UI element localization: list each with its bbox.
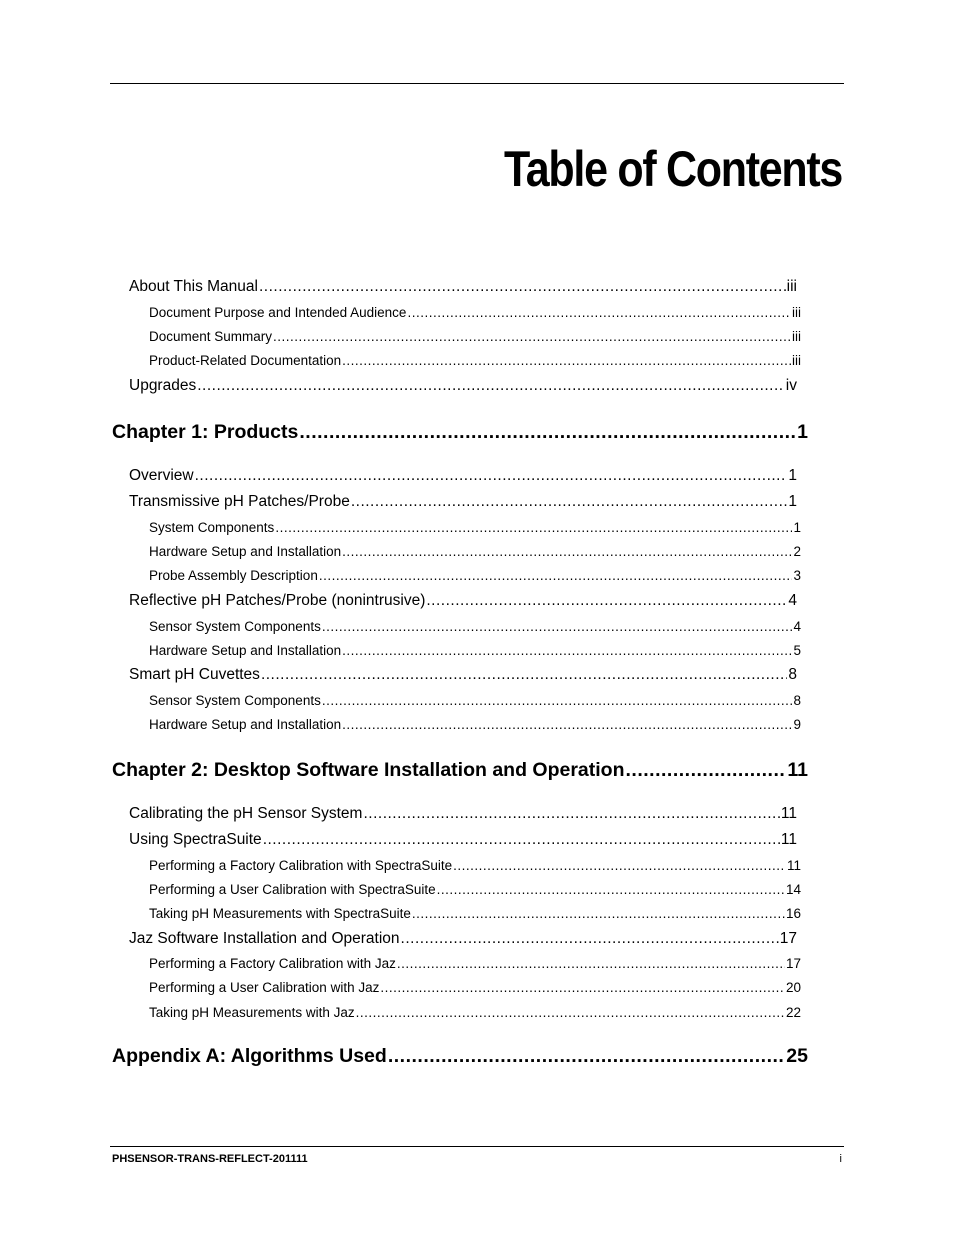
toc-entry-label: Chapter 1: Products: [112, 421, 299, 443]
toc-leader-dots: [197, 377, 785, 395]
toc-entry[interactable]: [129, 493, 797, 511]
toc-entry-label: Hardware Setup and Installation: [149, 717, 342, 732]
toc-entry-page: 17: [785, 956, 801, 971]
toc-leader-dots: [356, 1005, 785, 1020]
toc-leader-dots: [401, 930, 779, 948]
toc-entry-page: 17: [779, 930, 797, 947]
toc-leader-dots: [388, 1045, 785, 1068]
toc-entry-label: Performing a Factory Calibration with SpectraSuite: [149, 858, 453, 873]
footer-rule: [110, 1146, 844, 1147]
toc-entry-page: 11: [786, 858, 801, 873]
toc-leader-dots: [299, 421, 796, 444]
toc-entry-page: 11: [787, 759, 808, 781]
toc-chapter-entry[interactable]: [112, 421, 808, 444]
toc-entry-page: 3: [793, 568, 801, 583]
toc-entry-page: 4: [793, 619, 801, 634]
toc-entry[interactable]: [149, 353, 801, 368]
toc-entry[interactable]: [149, 882, 801, 897]
toc-entry[interactable]: [149, 717, 801, 732]
toc-entry-page: 14: [785, 882, 801, 897]
toc-entry[interactable]: [149, 329, 801, 344]
toc-entry[interactable]: [149, 643, 801, 658]
toc-entry[interactable]: [149, 305, 801, 320]
toc-chapter-entry[interactable]: [112, 759, 808, 782]
toc-entry-label: Hardware Setup and Installation: [149, 544, 342, 559]
toc-leader-dots: [322, 619, 793, 634]
toc-entry-label: Overview: [129, 467, 194, 484]
toc-entry-label: Probe Assembly Description: [149, 568, 318, 583]
toc-entry[interactable]: [149, 1005, 801, 1020]
toc-entry-label: Hardware Setup and Installation: [149, 643, 342, 658]
toc-entry-label: Sensor System Components: [149, 693, 321, 708]
toc-entry-page: iii: [792, 329, 801, 344]
toc-entry-page: 4: [788, 592, 797, 609]
toc-entry-page: 8: [793, 693, 801, 708]
toc-entry[interactable]: [149, 568, 801, 583]
toc-entry-page: 11: [780, 831, 797, 848]
toc-entry-label: Performing a User Calibration with SpectraSuite: [149, 882, 436, 897]
toc-entry[interactable]: [149, 693, 801, 708]
toc-entry-page: iii: [786, 278, 797, 295]
toc-leader-dots: [380, 980, 785, 995]
toc-entry-label: Appendix A: Algorithms Used: [112, 1045, 387, 1067]
toc-entry[interactable]: [149, 906, 801, 921]
toc-entry-page: 1: [793, 520, 801, 535]
toc-leader-dots: [342, 717, 792, 732]
toc-entry[interactable]: [129, 467, 797, 485]
toc-entry-page: 22: [785, 1005, 801, 1020]
toc-entry[interactable]: [149, 520, 801, 535]
footer-doc-id: PHSENSOR-TRANS-REFLECT-201111: [112, 1153, 308, 1165]
toc-entry-label: Document Purpose and Intended Audience: [149, 305, 407, 320]
toc-leader-dots: [342, 353, 791, 368]
toc-entry-label: Chapter 2: Desktop Software Installation and Operation: [112, 759, 625, 781]
toc-entry-label: Document Summary: [149, 329, 273, 344]
toc-entry-label: Calibrating the pH Sensor System: [129, 805, 363, 822]
toc-leader-dots: [342, 643, 792, 658]
toc-entry-page: 25: [786, 1045, 808, 1067]
toc-entry-page: 8: [788, 666, 797, 683]
toc-entry-label: Reflective pH Patches/Probe (nonintrusive): [129, 592, 426, 609]
toc-leader-dots: [412, 906, 785, 921]
toc-leader-dots: [261, 666, 787, 684]
toc-entry[interactable]: [129, 278, 797, 296]
toc-leader-dots: [407, 305, 791, 320]
toc-entry-label: System Components: [149, 520, 275, 535]
toc-entry[interactable]: [129, 592, 797, 610]
toc-entry-page: iii: [792, 305, 801, 320]
toc-entry-page: 1: [788, 467, 797, 484]
toc-entry-label: Performing a Factory Calibration with Jaz: [149, 956, 396, 971]
toc-leader-dots: [263, 831, 780, 849]
toc-entry[interactable]: [129, 831, 797, 849]
toc-entry-page: 1: [788, 493, 797, 510]
toc-entry-label: Performing a User Calibration with Jaz: [149, 980, 380, 995]
toc-leader-dots: [273, 329, 791, 344]
toc-entry[interactable]: [129, 930, 797, 948]
toc-entry[interactable]: [149, 858, 801, 873]
toc-entry-page: 9: [793, 717, 801, 732]
toc-leader-dots: [363, 805, 779, 823]
toc-entry[interactable]: [129, 377, 797, 395]
toc-leader-dots: [319, 568, 793, 583]
toc-entry-label: Sensor System Components: [149, 619, 321, 634]
toc-leader-dots: [322, 693, 793, 708]
toc-entry[interactable]: [129, 666, 797, 684]
toc-entry-label: Product-Related Documentation: [149, 353, 342, 368]
toc-entry-label: Transmissive pH Patches/Probe: [129, 493, 350, 510]
toc-entry-label: Smart pH Cuvettes: [129, 666, 260, 683]
toc-entry-page: 2: [793, 544, 801, 559]
toc-entry-label: Jaz Software Installation and Operation: [129, 930, 400, 947]
toc-entry-label: Taking pH Measurements with Jaz: [149, 1005, 355, 1020]
toc-leader-dots: [259, 278, 786, 296]
toc-leader-dots: [351, 493, 788, 511]
toc-entry-page: 16: [785, 906, 801, 921]
toc-leader-dots: [275, 520, 792, 535]
toc-entry-page: iii: [792, 353, 801, 368]
toc-leader-dots: [342, 544, 792, 559]
toc-entry[interactable]: [149, 619, 801, 634]
toc-entry[interactable]: [149, 544, 801, 559]
toc-entry-page: 11: [780, 805, 797, 822]
toc-entry-label: About This Manual: [129, 278, 258, 295]
page-title: Table of Contents: [504, 141, 842, 197]
toc-entry-label: Upgrades: [129, 377, 197, 394]
toc-chapter-entry[interactable]: [112, 1045, 808, 1068]
toc-entry-page: 1: [797, 421, 808, 443]
toc-entry[interactable]: [149, 956, 801, 971]
toc-entry-page: iv: [785, 377, 797, 394]
footer-page-number: i: [839, 1153, 842, 1165]
toc-entry-label: Using SpectraSuite: [129, 831, 262, 848]
toc-entry-label: Taking pH Measurements with SpectraSuite: [149, 906, 411, 921]
toc-leader-dots: [195, 467, 788, 485]
toc-leader-dots: [397, 956, 785, 971]
toc-entry-page: 20: [785, 980, 801, 995]
toc-entry[interactable]: [149, 980, 801, 995]
toc-entry-page: 5: [793, 643, 801, 658]
toc-leader-dots: [426, 592, 787, 610]
toc-leader-dots: [437, 882, 785, 897]
toc-leader-dots: [453, 858, 786, 873]
toc-leader-dots: [626, 759, 787, 782]
toc-entry[interactable]: [129, 805, 797, 823]
